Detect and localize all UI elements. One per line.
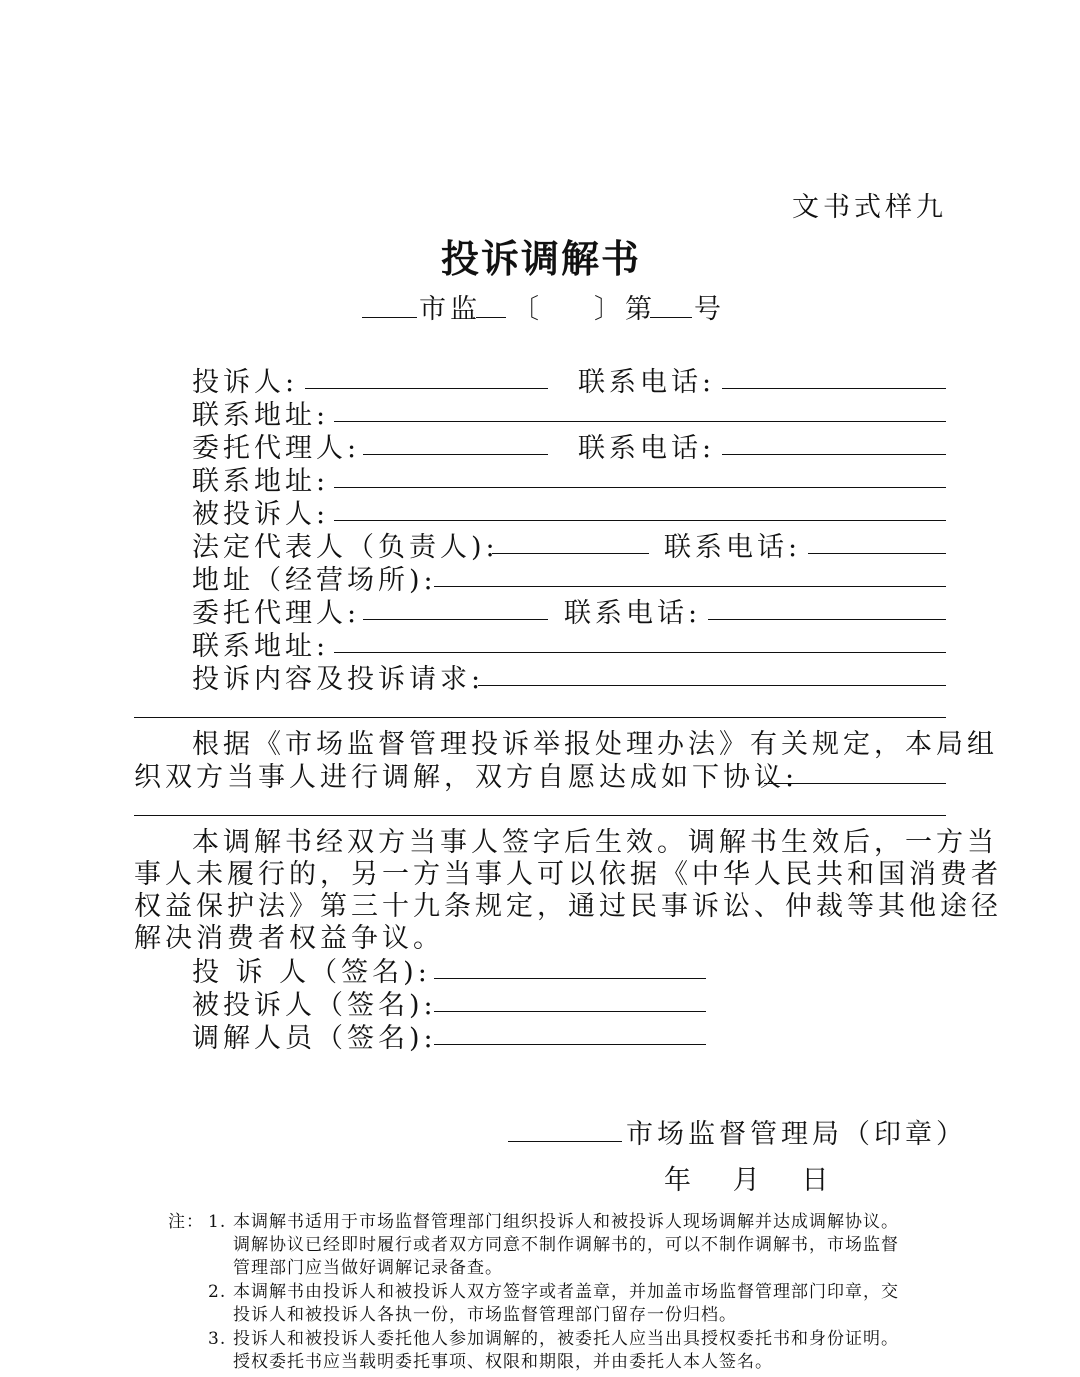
document-style-label: 文书式样九: [792, 192, 947, 223]
note-2-line-2: 投诉人和被投诉人各执一份，市场监督管理部门留存一份归档。: [233, 1305, 737, 1325]
complainant-address-field[interactable]: [334, 421, 946, 422]
number-blank-3[interactable]: [650, 317, 692, 318]
validity-paragraph-line-1: 本调解书经双方当事人签字后生效。调解书生效后，一方当: [192, 827, 998, 858]
bureau-seal-label: 市场监督管理局（印章）: [626, 1119, 967, 1150]
validity-paragraph-line-3: 权益保护法》第三十九条规定，通过民事诉讼、仲裁等其他途径: [134, 891, 1002, 922]
complainant-signature-field[interactable]: [434, 978, 706, 979]
note-1-line-2: 调解协议已经即时履行或者双方同意不制作调解书的，可以不制作调解书，市场监督: [233, 1235, 899, 1255]
bureau-name-field[interactable]: [508, 1141, 622, 1142]
number-blank-2[interactable]: [476, 317, 506, 318]
business-address-label: 地址（经营场所):: [192, 565, 437, 596]
mediator-signature-field[interactable]: [434, 1044, 706, 1045]
mediator-signature-label: 调解人员（签名):: [192, 1023, 437, 1054]
note-1-line-3: 管理部门应当做好调解记录备查。: [233, 1258, 503, 1278]
mediation-paragraph-line-1: 根据《市场监督管理投诉举报处理办法》有关规定，本局组: [192, 729, 998, 760]
respondent-agent-address-field[interactable]: [334, 652, 946, 653]
page-title: 投诉调解书: [441, 236, 642, 281]
business-address-field[interactable]: [434, 586, 946, 587]
agreement-field-line-2[interactable]: [134, 815, 946, 816]
legal-rep-phone-label: 联系电话:: [664, 532, 802, 563]
respondent-agent-field[interactable]: [363, 619, 548, 620]
validity-paragraph-line-2: 事人未履行的，另一方当事人可以依据《中华人民共和国消费者: [134, 859, 1002, 890]
complainant-agent-field[interactable]: [363, 454, 548, 455]
number-part-3: 〕第: [594, 294, 656, 325]
legal-rep-field[interactable]: [492, 553, 649, 554]
complainant-address-label: 联系地址:: [192, 400, 330, 431]
complainant-phone-field[interactable]: [722, 388, 946, 389]
note-2-number: 2.: [208, 1282, 227, 1302]
note-3-line-1: 投诉人和被投诉人委托他人参加调解的，被委托人应当出具授权委托书和身份证明。: [233, 1329, 899, 1349]
complainant-agent-address-label: 联系地址:: [192, 466, 330, 497]
note-3-line-2: 授权委托书应当载明委托事项、权限和期限，并由委托人本人签名。: [233, 1352, 773, 1372]
respondent-agent-address-label: 联系地址:: [192, 631, 330, 662]
respondent-agent-phone-label: 联系电话:: [564, 598, 702, 629]
number-part-1: 市监: [419, 294, 481, 325]
number-part-4: 号: [694, 294, 725, 325]
respondent-signature-label: 被投诉人（签名):: [192, 990, 437, 1021]
notes-prefix: 注：: [168, 1212, 204, 1232]
respondent-agent-phone-field[interactable]: [708, 619, 946, 620]
respondent-agent-label: 委托代理人:: [192, 598, 361, 629]
note-2-line-1: 本调解书由投诉人和被投诉人双方签字或者盖章，并加盖市场监督管理部门印章，交: [233, 1282, 899, 1302]
note-3-number: 3.: [208, 1329, 227, 1349]
date-line: 年 月 日: [664, 1165, 833, 1196]
validity-paragraph-line-4: 解决消费者权益争议。: [134, 923, 444, 954]
respondent-signature-field[interactable]: [434, 1011, 706, 1012]
complainant-agent-phone-label: 联系电话:: [578, 433, 716, 464]
note-1-number: 1.: [208, 1212, 227, 1232]
mediation-paragraph-line-2: 织双方当事人进行调解，双方自愿达成如下协议:: [134, 762, 799, 793]
legal-rep-label: 法定代表人（负责人):: [192, 532, 499, 563]
legal-rep-phone-field[interactable]: [808, 553, 946, 554]
complainant-agent-phone-field[interactable]: [722, 454, 946, 455]
respondent-label: 被投诉人:: [192, 499, 330, 530]
complainant-label: 投诉人:: [192, 367, 299, 398]
complainant-phone-label: 联系电话:: [578, 367, 716, 398]
agreement-field[interactable]: [764, 783, 946, 784]
complainant-field[interactable]: [305, 388, 548, 389]
complaint-content-field-line-2[interactable]: [134, 717, 946, 718]
number-blank-1[interactable]: [362, 317, 417, 318]
note-1-line-1: 本调解书适用于市场监督管理部门组织投诉人和被投诉人现场调解并达成调解协议。: [233, 1212, 899, 1232]
number-part-2: 〔: [512, 294, 543, 325]
complaint-content-field[interactable]: [478, 685, 946, 686]
complainant-agent-label: 委托代理人:: [192, 433, 361, 464]
respondent-field[interactable]: [334, 520, 946, 521]
complainant-agent-address-field[interactable]: [334, 487, 946, 488]
complaint-content-label: 投诉内容及投诉请求:: [192, 664, 485, 695]
complainant-signature-label: 投 诉 人（签名):: [192, 957, 431, 988]
